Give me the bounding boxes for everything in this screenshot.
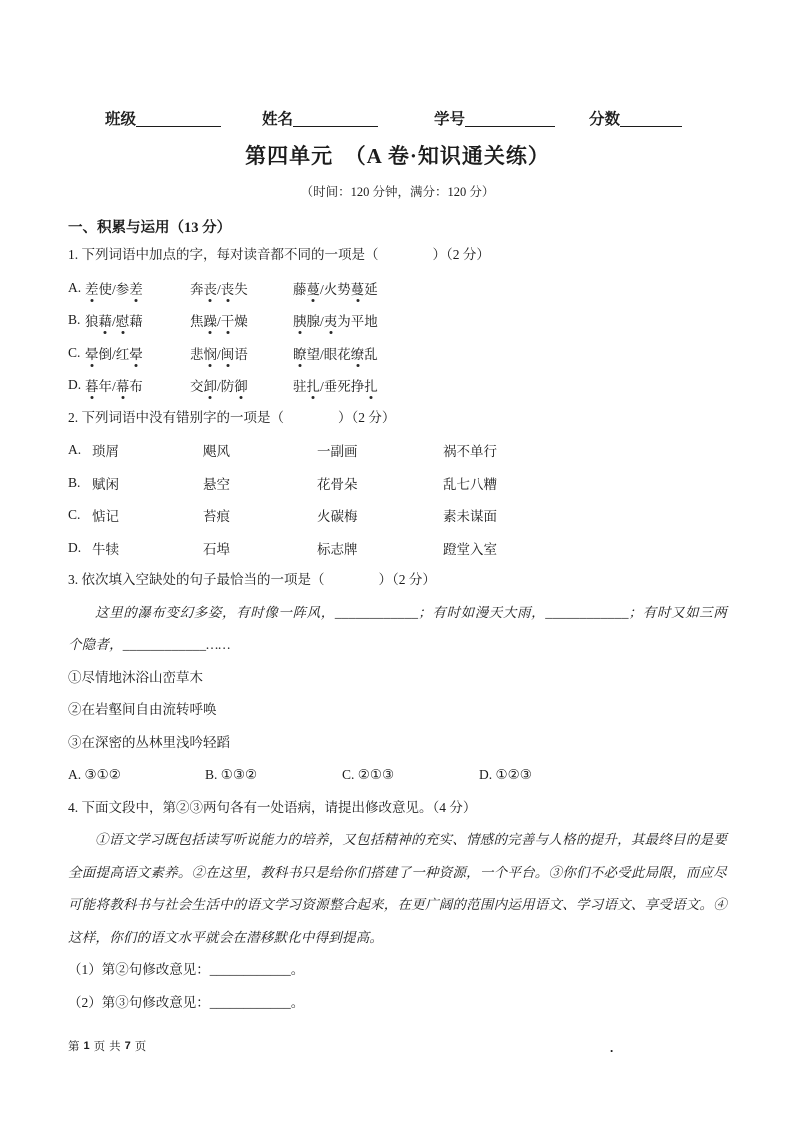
class-label: 班级 (105, 110, 137, 128)
option-row (68, 272, 727, 305)
option-letter: D. (68, 377, 82, 393)
option-row (68, 532, 727, 565)
choice-c: C. ②①③ (342, 767, 395, 783)
word-item: 差使/参差 (85, 278, 190, 298)
question-2-options (68, 434, 727, 564)
question-3-stem: 3. 依次填入空缺处的句子最恰当的一项是（ ）（2 分） (68, 572, 436, 587)
choice-d: D. ①②③ (479, 767, 532, 783)
word-item: 花骨朵 (317, 476, 358, 492)
option-letter: A. (68, 279, 82, 295)
student-id-blank (465, 110, 555, 127)
option-letter: B. (68, 474, 81, 490)
word-item: 胰腺/夷为平地 (293, 310, 378, 330)
question-4-sub-2: （2）第③句修改意见：____________。 (68, 994, 305, 1010)
word-item: 藤蔓/火势蔓延 (293, 278, 378, 298)
word-item: 牛犊 (92, 541, 119, 557)
question-3-choices (68, 759, 727, 792)
option-letter: A. (68, 442, 82, 458)
question-1-stem: 1. 下列词语中加点的字，每对读音都不同的一项是（ ）（2 分） (68, 247, 490, 262)
name-blank (293, 110, 378, 127)
question-2-stem: 2. 下列词语中没有错别字的一项是（ ）（2 分） (68, 409, 396, 425)
student-id-field (434, 110, 555, 127)
page-number: 1 (83, 1040, 90, 1052)
footer-text: 页 (134, 1041, 147, 1053)
word-item: 赋闲 (92, 476, 119, 492)
word-item: 奔丧/丧失 (190, 278, 293, 298)
word-item: 瞭望/眼花缭乱 (293, 343, 378, 363)
score-label: 分数 (589, 110, 621, 128)
class-field (105, 110, 221, 127)
word-item: 标志牌 (317, 541, 358, 557)
question-3-sentence-1: ①尽情地沐浴山峦草木 (68, 669, 203, 685)
word-item: 交卸/防御 (190, 375, 293, 395)
question-1-options (68, 272, 727, 402)
word-item: 晕倒/红晕 (85, 343, 190, 363)
word-item: 石埠 (203, 541, 230, 557)
footer-text: 第 (68, 1041, 80, 1053)
student-info-row (68, 103, 727, 127)
word-item: 暮年/幕布 (85, 375, 190, 395)
paper-title: 第四单元 （A 卷·知识通关练） (245, 144, 550, 168)
word-item: 苔痕 (203, 509, 230, 525)
word-item: 素未谋面 (443, 509, 497, 525)
question-3-sentence-3: ③在深密的丛林里浅吟轻蹈 (68, 734, 230, 750)
page-footer (68, 1038, 150, 1054)
word-item: 悬空 (203, 476, 230, 492)
word-item: 驻扎/垂死挣扎 (293, 375, 378, 395)
question-4-sub-1: （1）第②句修改意见：____________。 (68, 962, 305, 977)
option-row (68, 467, 727, 500)
word-item: 飓风 (203, 444, 230, 460)
stray-dot-artifact: . (610, 1040, 614, 1055)
option-row (68, 337, 727, 370)
option-letter: B. (68, 312, 81, 328)
option-row (68, 369, 727, 402)
score-field (589, 110, 682, 127)
name-field (262, 110, 378, 127)
word-item: 一副画 (317, 444, 358, 460)
word-item: 焦躁/干燥 (190, 310, 293, 330)
word-item: 蹬堂入室 (443, 541, 497, 557)
name-label: 姓名 (262, 110, 294, 128)
question-4-stem: 4. 下面文段中，第②③两句各有一处语病，请提出修改意见。（4 分） (68, 799, 477, 815)
class-blank (136, 110, 221, 127)
question-3-sentence-2: ②在岩壑间自由流转呼唤 (68, 702, 217, 717)
option-letter: C. (68, 507, 81, 523)
word-item: 琐屑 (92, 444, 119, 460)
word-item: 狼藉/慰藉 (85, 310, 190, 330)
choice-b: B. ①③② (205, 767, 258, 783)
choice-a: A. ③①② (68, 767, 121, 783)
word-item: 惦记 (92, 509, 119, 525)
option-letter: C. (68, 344, 81, 360)
option-row (68, 434, 727, 467)
footer-text: 页 (93, 1041, 106, 1053)
section-heading: 一、积累与运用（13 分） (68, 220, 232, 236)
student-id-label: 学号 (434, 110, 466, 128)
total-pages: 7 (124, 1040, 131, 1052)
option-row (68, 499, 727, 532)
question-3-passage: 这里的瀑布变幻多姿，有时像一阵风，____________；有时如漫天大雨，____________；有时又如三两个隐者，____________…… (68, 604, 727, 652)
option-letter: D. (68, 539, 82, 555)
option-row (68, 304, 727, 337)
score-blank (620, 110, 682, 127)
word-item: 火碳梅 (317, 509, 358, 525)
paper-subtitle: （时间：120 分钟，满分：120 分） (300, 185, 495, 199)
word-item: 祸不单行 (443, 444, 497, 460)
footer-text: 共 (109, 1041, 121, 1053)
word-item: 悲悯/闽语 (190, 343, 293, 363)
word-item: 乱七八糟 (443, 476, 497, 492)
question-4-passage: ①语文学习既包括读写听说能力的培养，又包括精神的充实、情感的完善与人格的提升，其最终目的是要全面提高语文素养。②在这里，教科书只是给你们搭建了一种资源，一个平台。③你们不必受此局限，而应尽可能将教科书与社会生活中的语文学习资源整合起来，在更广阔的范围内运用语文、学习语文、享受语文。④这样，你们的语文水平就会在潜移默化中得到提高。 (68, 832, 727, 945)
